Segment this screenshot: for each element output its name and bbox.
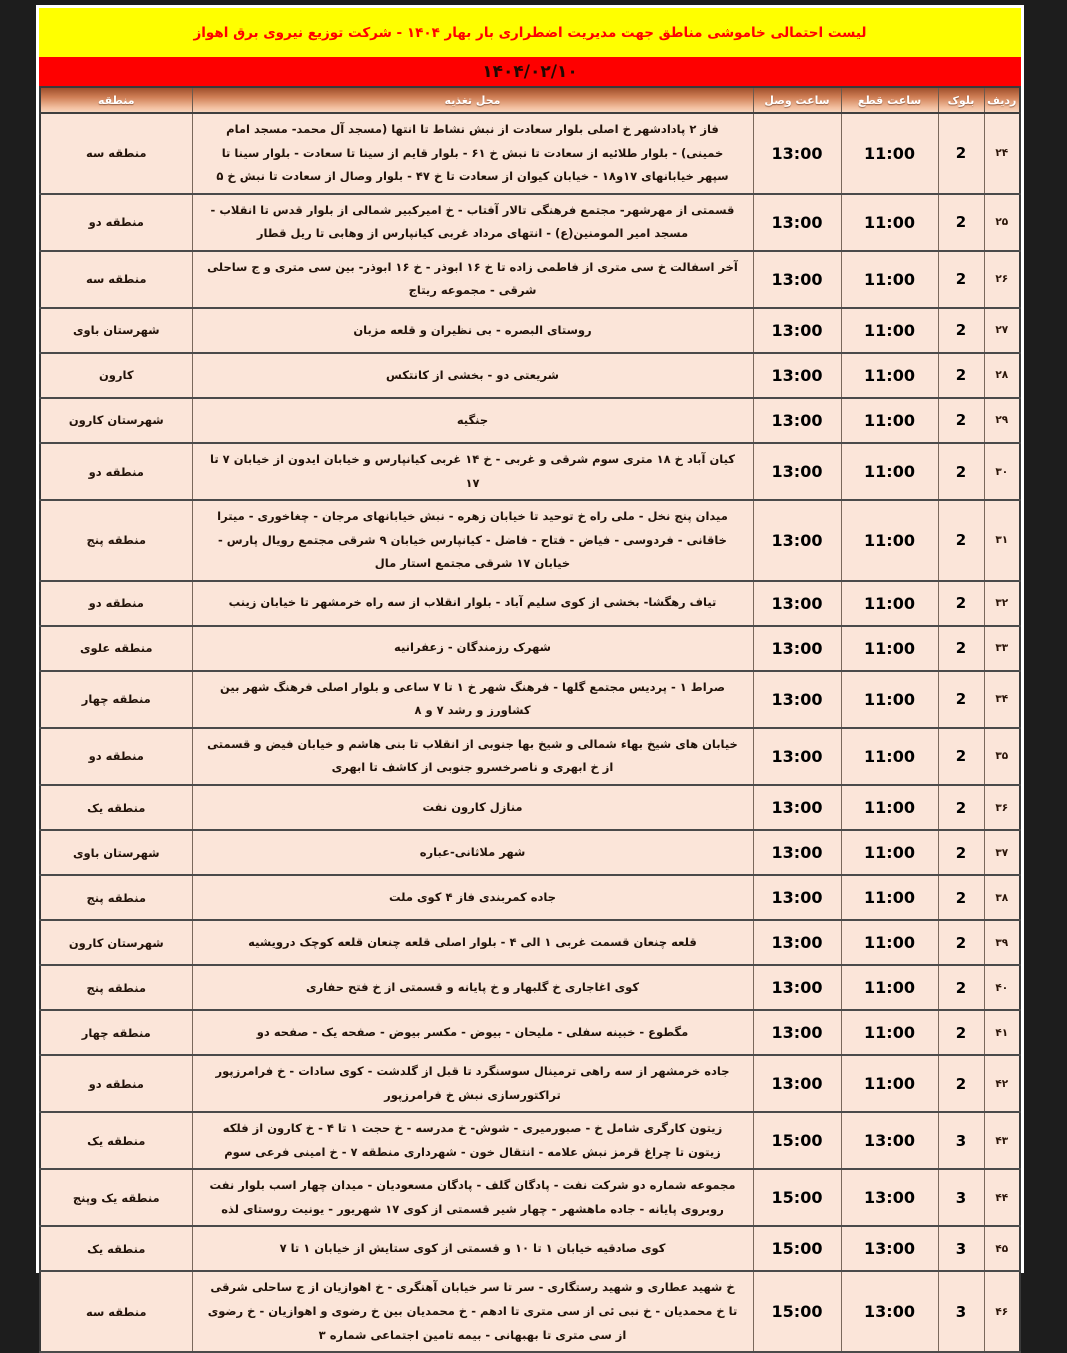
row-number-cell: ۴۳ — [984, 1112, 1020, 1169]
block-cell: 3 — [938, 1169, 984, 1226]
feed-location-cell: کوی اغاجاری خ گلبهار و خ پایانه و قسمتی از خ فتح حفاری — [192, 965, 753, 1010]
restore-time-cell: 13:00 — [753, 875, 841, 920]
row-number-cell: ۳۸ — [984, 875, 1020, 920]
column-header-restore-time: ساعت وصل — [753, 87, 841, 113]
column-header-feed-location: محل تغذیه — [192, 87, 753, 113]
block-cell: 2 — [938, 1055, 984, 1112]
table-row — [40, 251, 1020, 308]
table-row — [40, 671, 1020, 728]
region-cell: شهرستان باوی — [40, 830, 192, 875]
region-cell: شهرستان کارون — [40, 398, 192, 443]
region-cell: منطقه چهار — [40, 671, 192, 728]
block-cell: 2 — [938, 308, 984, 353]
row-number-cell: ۳۰ — [984, 443, 1020, 500]
region-cell: منطقه دو — [40, 194, 192, 251]
header-row — [40, 87, 1020, 113]
cut-time-cell: 11:00 — [841, 353, 938, 398]
table-row — [40, 1112, 1020, 1169]
feed-location-cell: قلعه چنعان قسمت غربی ۱ الی ۴ - بلوار اصلی قلعه چنعان قلعه کوچک درویشیه — [192, 920, 753, 965]
restore-time-cell: 13:00 — [753, 785, 841, 830]
table-row — [40, 1169, 1020, 1226]
column-header-row-number: ردیف — [984, 87, 1020, 113]
region-cell: منطقه یک وپنج — [40, 1169, 192, 1226]
region-cell: منطقه دو — [40, 728, 192, 785]
row-number-cell: ۳۷ — [984, 830, 1020, 875]
cut-time-cell: 11:00 — [841, 920, 938, 965]
block-cell: 2 — [938, 830, 984, 875]
cut-time-cell: 11:00 — [841, 113, 938, 194]
region-cell: منطقه سه — [40, 1271, 192, 1352]
feed-location-cell: مجموعه شماره دو شرکت نفت - پادگان گلف - پادگان مسعودیان - میدان چهار اسب بلوار نفت روبروی پایانه - جاده ماهشهر - چهار شیر قسمتی از کوی ۱۷ شهریور - یونیت روستای لذه — [192, 1169, 753, 1226]
feed-location-cell: زیتون کارگری شامل خ - صبورمیری - شوش- خ مدرسه - خ حجت ۱ تا ۴ - خ کارون از فلکه زیتون تا چراغ قرمز نبش علامه - انتقال خون - شهرداری منطقه ۷ - خ امینی فرعی سوم — [192, 1112, 753, 1169]
row-number-cell: ۲۴ — [984, 113, 1020, 194]
block-cell: 2 — [938, 875, 984, 920]
row-number-cell: ۳۵ — [984, 728, 1020, 785]
outage-schedule-document — [36, 5, 1024, 1342]
feed-location-cell: خیابان های شیخ بهاء شمالی و شیخ بها جنوبی از انقلاب تا بنی هاشم و خیابان فیض و قسمتی از خ ابهری و ناصرخسرو جنوبی از کاشف تا ابهری — [192, 728, 753, 785]
feed-location-cell: شهر ملاثانی-عباره — [192, 830, 753, 875]
table-row — [40, 626, 1020, 671]
region-cell: منطقه دو — [40, 443, 192, 500]
restore-time-cell: 13:00 — [753, 443, 841, 500]
feed-location-cell: جاده خرمشهر از سه راهی ترمینال سوسنگرد تا قبل از گلدشت - کوی سادات - خ فرامرزپور تراکتورسازی نبش خ فرامرزپور — [192, 1055, 753, 1112]
outage-table-body — [40, 113, 1020, 1352]
cut-time-cell: 11:00 — [841, 443, 938, 500]
cut-time-cell: 11:00 — [841, 500, 938, 581]
restore-time-cell: 15:00 — [753, 1271, 841, 1352]
cut-time-cell: 11:00 — [841, 398, 938, 443]
region-cell: منطقه یک — [40, 785, 192, 830]
region-cell: منطقه سه — [40, 113, 192, 194]
block-cell: 2 — [938, 500, 984, 581]
restore-time-cell: 13:00 — [753, 626, 841, 671]
row-number-cell: ۴۲ — [984, 1055, 1020, 1112]
row-number-cell: ۴۶ — [984, 1271, 1020, 1352]
block-cell: 2 — [938, 965, 984, 1010]
restore-time-cell: 13:00 — [753, 194, 841, 251]
table-row — [40, 308, 1020, 353]
feed-location-cell: تیاف رهگشا- بخشی از کوی سلیم آباد - بلوار انقلاب از سه راه خرمشهر تا خیابان زینب — [192, 581, 753, 626]
block-cell: 2 — [938, 398, 984, 443]
table-row — [40, 785, 1020, 830]
block-cell: 2 — [938, 785, 984, 830]
block-cell: 2 — [938, 920, 984, 965]
restore-time-cell: 13:00 — [753, 728, 841, 785]
cut-time-cell: 13:00 — [841, 1112, 938, 1169]
row-number-cell: ۳۹ — [984, 920, 1020, 965]
table-row — [40, 443, 1020, 500]
table-row — [40, 581, 1020, 626]
region-cell: منطقه پنج — [40, 965, 192, 1010]
row-number-cell: ۴۴ — [984, 1169, 1020, 1226]
restore-time-cell: 13:00 — [753, 965, 841, 1010]
restore-time-cell: 13:00 — [753, 500, 841, 581]
table-row — [40, 1271, 1020, 1352]
block-cell: 3 — [938, 1271, 984, 1352]
cut-time-cell: 11:00 — [841, 1055, 938, 1112]
cut-time-cell: 11:00 — [841, 830, 938, 875]
title-banner — [39, 8, 1021, 57]
table-row — [40, 1010, 1020, 1055]
row-number-cell: ۲۹ — [984, 398, 1020, 443]
table-row — [40, 965, 1020, 1010]
row-number-cell: ۳۶ — [984, 785, 1020, 830]
row-number-cell: ۴۰ — [984, 965, 1020, 1010]
restore-time-cell: 13:00 — [753, 1010, 841, 1055]
feed-location-cell: صراط ۱ - پردیس مجتمع گلها - فرهنگ شهر خ ۱ تا ۷ ساعی و بلوار اصلی فرهنگ شهر بین کشاورز و رشد ۷ و ۸ — [192, 671, 753, 728]
outage-table — [39, 86, 1021, 1353]
restore-time-cell: 13:00 — [753, 251, 841, 308]
row-number-cell: ۳۲ — [984, 581, 1020, 626]
block-cell: 2 — [938, 194, 984, 251]
region-cell: منطقه علوی — [40, 626, 192, 671]
cut-time-cell: 11:00 — [841, 581, 938, 626]
cut-time-cell: 11:00 — [841, 728, 938, 785]
region-cell: منطقه سه — [40, 251, 192, 308]
cut-time-cell: 11:00 — [841, 194, 938, 251]
table-row — [40, 920, 1020, 965]
region-cell: منطقه یک — [40, 1112, 192, 1169]
document-title: لیست احتمالی خاموشی مناطق جهت مدیریت اضطراری بار بهار ۱۴۰۴ - شرکت توزیع نیروی برق اهواز — [193, 24, 867, 41]
cut-time-cell: 13:00 — [841, 1226, 938, 1271]
region-cell: شهرستان باوی — [40, 308, 192, 353]
restore-time-cell: 13:00 — [753, 920, 841, 965]
region-cell: کارون — [40, 353, 192, 398]
feed-location-cell: میدان پنج نخل - ملی راه خ توحید تا خیابان زهره - نبش خیابانهای مرجان - چغاخوری - میترا خاقانی - فردوسی - فیاض - فتاح - فاضل - کیانپارس خیابان ۹ شرقی مجتمع رویال پارس - خیابان ۱۷ شرقی مجتمع استار مال — [192, 500, 753, 581]
region-cell: منطقه دو — [40, 581, 192, 626]
cut-time-cell: 11:00 — [841, 965, 938, 1010]
table-row — [40, 875, 1020, 920]
restore-time-cell: 13:00 — [753, 308, 841, 353]
block-cell: 2 — [938, 1010, 984, 1055]
restore-time-cell: 13:00 — [753, 353, 841, 398]
restore-time-cell: 15:00 — [753, 1169, 841, 1226]
table-row — [40, 500, 1020, 581]
cut-time-cell: 11:00 — [841, 251, 938, 308]
table-row — [40, 1226, 1020, 1271]
feed-location-cell: جنگیه — [192, 398, 753, 443]
table-row — [40, 194, 1020, 251]
cut-time-cell: 11:00 — [841, 1010, 938, 1055]
block-cell: 2 — [938, 251, 984, 308]
feed-location-cell: خ شهید عطاری و شهید رستگاری - سر تا سر خیابان آهنگری - خ اهوازیان از ج ساحلی شرقی تا خ محمدیان - خ نبی ئی از سی متری تا ادهم - خ محمدیان بین خ رضوی و اهوازیان - خ رضوی از سی متری تا بهبهانی - بیمه تامین اجتماعی شماره ۳ — [192, 1271, 753, 1352]
block-cell: 2 — [938, 581, 984, 626]
row-number-cell: ۳۳ — [984, 626, 1020, 671]
block-cell: 2 — [938, 353, 984, 398]
block-cell: 2 — [938, 113, 984, 194]
cut-time-cell: 13:00 — [841, 1169, 938, 1226]
cut-time-cell: 11:00 — [841, 308, 938, 353]
block-cell: 3 — [938, 1226, 984, 1271]
feed-location-cell: شهرک رزمندگان - زعفرانیه — [192, 626, 753, 671]
region-cell: منطقه یک — [40, 1226, 192, 1271]
table-row — [40, 1055, 1020, 1112]
table-row — [40, 728, 1020, 785]
table-row — [40, 830, 1020, 875]
feed-location-cell: روستای البصره - بی نظیران و قلعه مزبان — [192, 308, 753, 353]
row-number-cell: ۲۷ — [984, 308, 1020, 353]
restore-time-cell: 13:00 — [753, 1055, 841, 1112]
block-cell: 2 — [938, 671, 984, 728]
row-number-cell: ۴۱ — [984, 1010, 1020, 1055]
row-number-cell: ۲۵ — [984, 194, 1020, 251]
row-number-cell: ۲۸ — [984, 353, 1020, 398]
region-cell: منطقه دو — [40, 1055, 192, 1112]
row-number-cell: ۳۴ — [984, 671, 1020, 728]
schedule-date: ۱۴۰۴/۰۲/۱۰ — [482, 61, 578, 82]
restore-time-cell: 13:00 — [753, 398, 841, 443]
restore-time-cell: 15:00 — [753, 1112, 841, 1169]
restore-time-cell: 13:00 — [753, 113, 841, 194]
column-header-block: بلوک — [938, 87, 984, 113]
cut-time-cell: 13:00 — [841, 1271, 938, 1352]
region-cell: منطقه پنج — [40, 500, 192, 581]
column-header-cut-time: ساعت قطع — [841, 87, 938, 113]
restore-time-cell: 15:00 — [753, 1226, 841, 1271]
region-cell: منطقه چهار — [40, 1010, 192, 1055]
region-cell: شهرستان کارون — [40, 920, 192, 965]
feed-location-cell: منازل کارون نفت — [192, 785, 753, 830]
row-number-cell: ۴۵ — [984, 1226, 1020, 1271]
cut-time-cell: 11:00 — [841, 671, 938, 728]
feed-location-cell: شریعتی دو - بخشی از کانتکس — [192, 353, 753, 398]
feed-location-cell: فاز ۲ پادادشهر خ اصلی بلوار سعادت از نبش نشاط تا انتها (مسجد آل محمد- مسجد امام خمینی) - بلوار طلائیه از سعادت تا نبش خ ۶۱ - بلوار قایم از سینا تا سعادت - بلوار سینا تا سپهر خیابانهای ۱۷و۱۸ - خیابان کیوان از سعادت تا خ ۴۷ - بلوار وصال از سعادت تا نبش خ ۵ — [192, 113, 753, 194]
outage-table-header — [40, 87, 1020, 113]
feed-location-cell: قسمتی از مهرشهر- مجتمع فرهنگی تالار آفتاب - خ امیرکبیر شمالی از بلوار قدس تا انقلاب - مسجد امیر المومنین(ع) - انتهای مرداد غربی کیانپارس از وهابی تا ریل قطار — [192, 194, 753, 251]
feed-location-cell: مگطوع - خبینه سفلی - ملیحان - بیوض - مکسر بیوض - صفحه یک - صفحه دو — [192, 1010, 753, 1055]
restore-time-cell: 13:00 — [753, 581, 841, 626]
restore-time-cell: 13:00 — [753, 830, 841, 875]
cut-time-cell: 11:00 — [841, 875, 938, 920]
column-header-region: منطقه — [40, 87, 192, 113]
feed-location-cell: آخر اسفالت خ سی متری از فاطمی زاده تا خ ۱۶ ابوذر - خ ۱۶ ابوذر- بین سی متری و ج ساحلی شرقی - مجموعه ریتاج — [192, 251, 753, 308]
feed-location-cell: کوی صادقیه خیابان ۱ تا ۱۰ و قسمتی از کوی ستایش از خیابان ۱ تا ۷ — [192, 1226, 753, 1271]
cut-time-cell: 11:00 — [841, 785, 938, 830]
block-cell: 2 — [938, 443, 984, 500]
table-row — [40, 398, 1020, 443]
feed-location-cell: جاده کمربندی فاز ۴ کوی ملت — [192, 875, 753, 920]
date-banner — [39, 57, 1021, 86]
block-cell: 2 — [938, 728, 984, 785]
row-number-cell: ۳۱ — [984, 500, 1020, 581]
row-number-cell: ۲۶ — [984, 251, 1020, 308]
table-row — [40, 113, 1020, 194]
region-cell: منطقه پنج — [40, 875, 192, 920]
block-cell: 2 — [938, 626, 984, 671]
restore-time-cell: 13:00 — [753, 671, 841, 728]
feed-location-cell: کیان آباد خ ۱۸ متری سوم شرقی و غربی - خ ۱۴ غربی کیانپارس و خیابان ایدون از خیابان ۷ تا ۱۷ — [192, 443, 753, 500]
cut-time-cell: 11:00 — [841, 626, 938, 671]
table-row — [40, 353, 1020, 398]
block-cell: 3 — [938, 1112, 984, 1169]
